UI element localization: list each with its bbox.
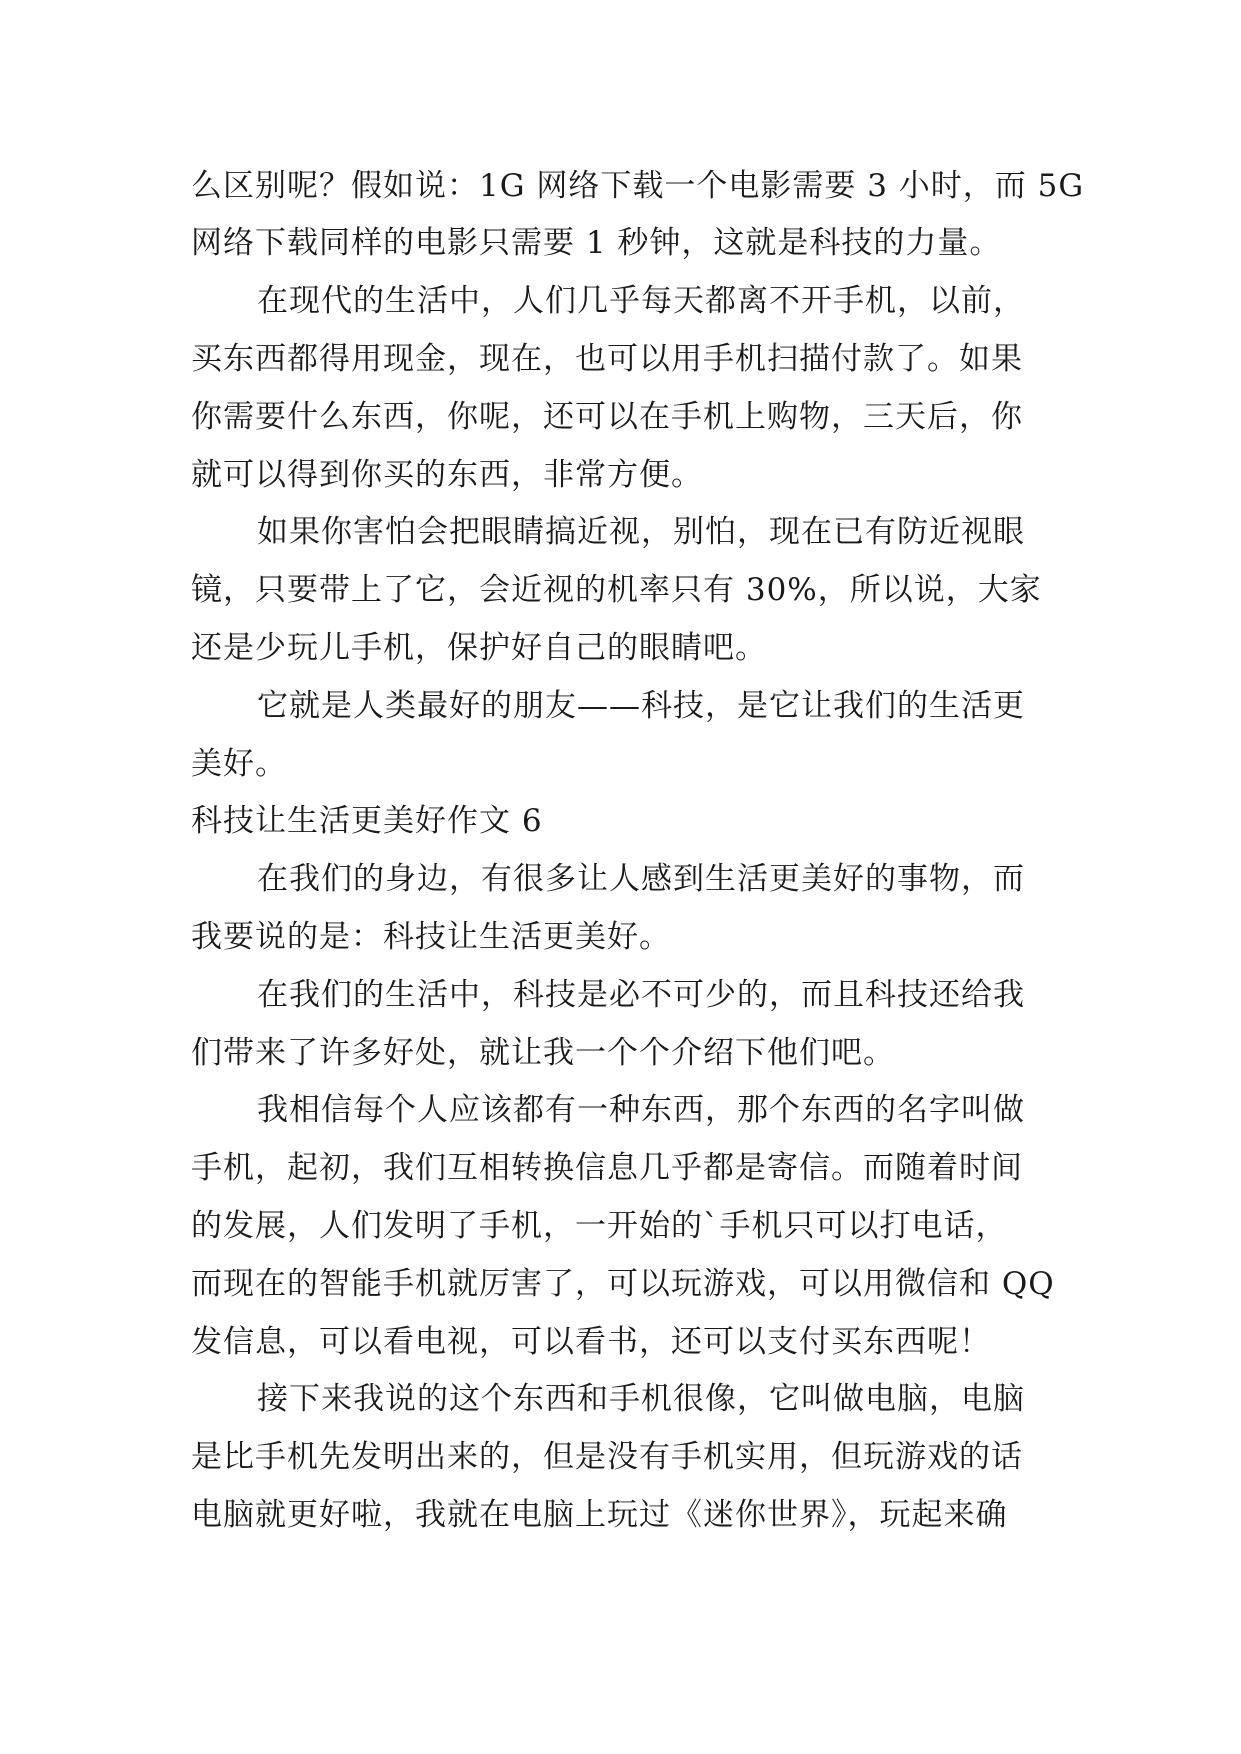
text-line-18: 手机，起初，我们互相转换信息几乎都是寄信。而随着时间 [191, 1150, 1023, 1186]
section-heading: 科技让生活更美好作文 6 [191, 803, 543, 839]
text-line-17: 我相信每个人应该都有一种东西，那个东西的名字叫做 [257, 1092, 1025, 1128]
text-line-6: 就可以得到你买的东西，非常方便。 [191, 457, 703, 493]
text-line-8: 镜，只要带上了它，会近视的机率只有 30%，所以说，大家 [191, 572, 1042, 608]
text-line-1: 么区别呢？假如说：1G 网络下载一个电影需要 3 小时，而 5G [191, 168, 1085, 204]
text-line-10: 它就是人类最好的朋友——科技，是它让我们的生活更 [257, 688, 1025, 724]
text-line-23: 是比手机先发明出来的，但是没有手机实用，但玩游戏的话 [191, 1439, 1023, 1475]
text-line-15: 在我们的生活中，科技是必不可少的，而且科技还给我 [257, 977, 1025, 1013]
text-line-19: 的发展，人们发明了手机，一开始的`手机只可以打电话， [191, 1208, 1008, 1244]
text-line-13: 在我们的身边，有很多让人感到生活更美好的事物，而 [257, 861, 1025, 897]
text-line-20: 而现在的智能手机就厉害了，可以玩游戏，可以用微信和 QQ [191, 1266, 1055, 1302]
text-line-9: 还是少玩儿手机，保护好自己的眼睛吧。 [191, 630, 767, 666]
text-line-2: 网络下载同样的电影只需要 1 秒钟，这就是科技的力量。 [191, 225, 1002, 261]
text-line-3: 在现代的生活中，人们几乎每天都离不开手机，以前， [257, 283, 1025, 319]
text-line-11: 美好。 [191, 746, 287, 782]
text-line-7: 如果你害怕会把眼睛搞近视，别怕，现在已有防近视眼 [257, 514, 1025, 550]
text-line-22: 接下来我说的这个东西和手机很像，它叫做电脑，电脑 [257, 1381, 1025, 1417]
text-line-24: 电脑就更好啦，我就在电脑上玩过《迷你世界》，玩起来确 [191, 1497, 1008, 1533]
text-line-5: 你需要什么东西，你呢，还可以在手机上购物，三天后，你 [191, 399, 1023, 435]
text-line-21: 发信息，可以看电视，可以看书，还可以支付买东西呢！ [191, 1324, 991, 1360]
text-line-14: 我要说的是：科技让生活更美好。 [191, 919, 671, 955]
text-line-16: 们带来了许多好处，就让我一个个介绍下他们吧。 [191, 1035, 895, 1071]
text-line-4: 买东西都得用现金，现在，也可以用手机扫描付款了。如果 [191, 341, 1023, 377]
